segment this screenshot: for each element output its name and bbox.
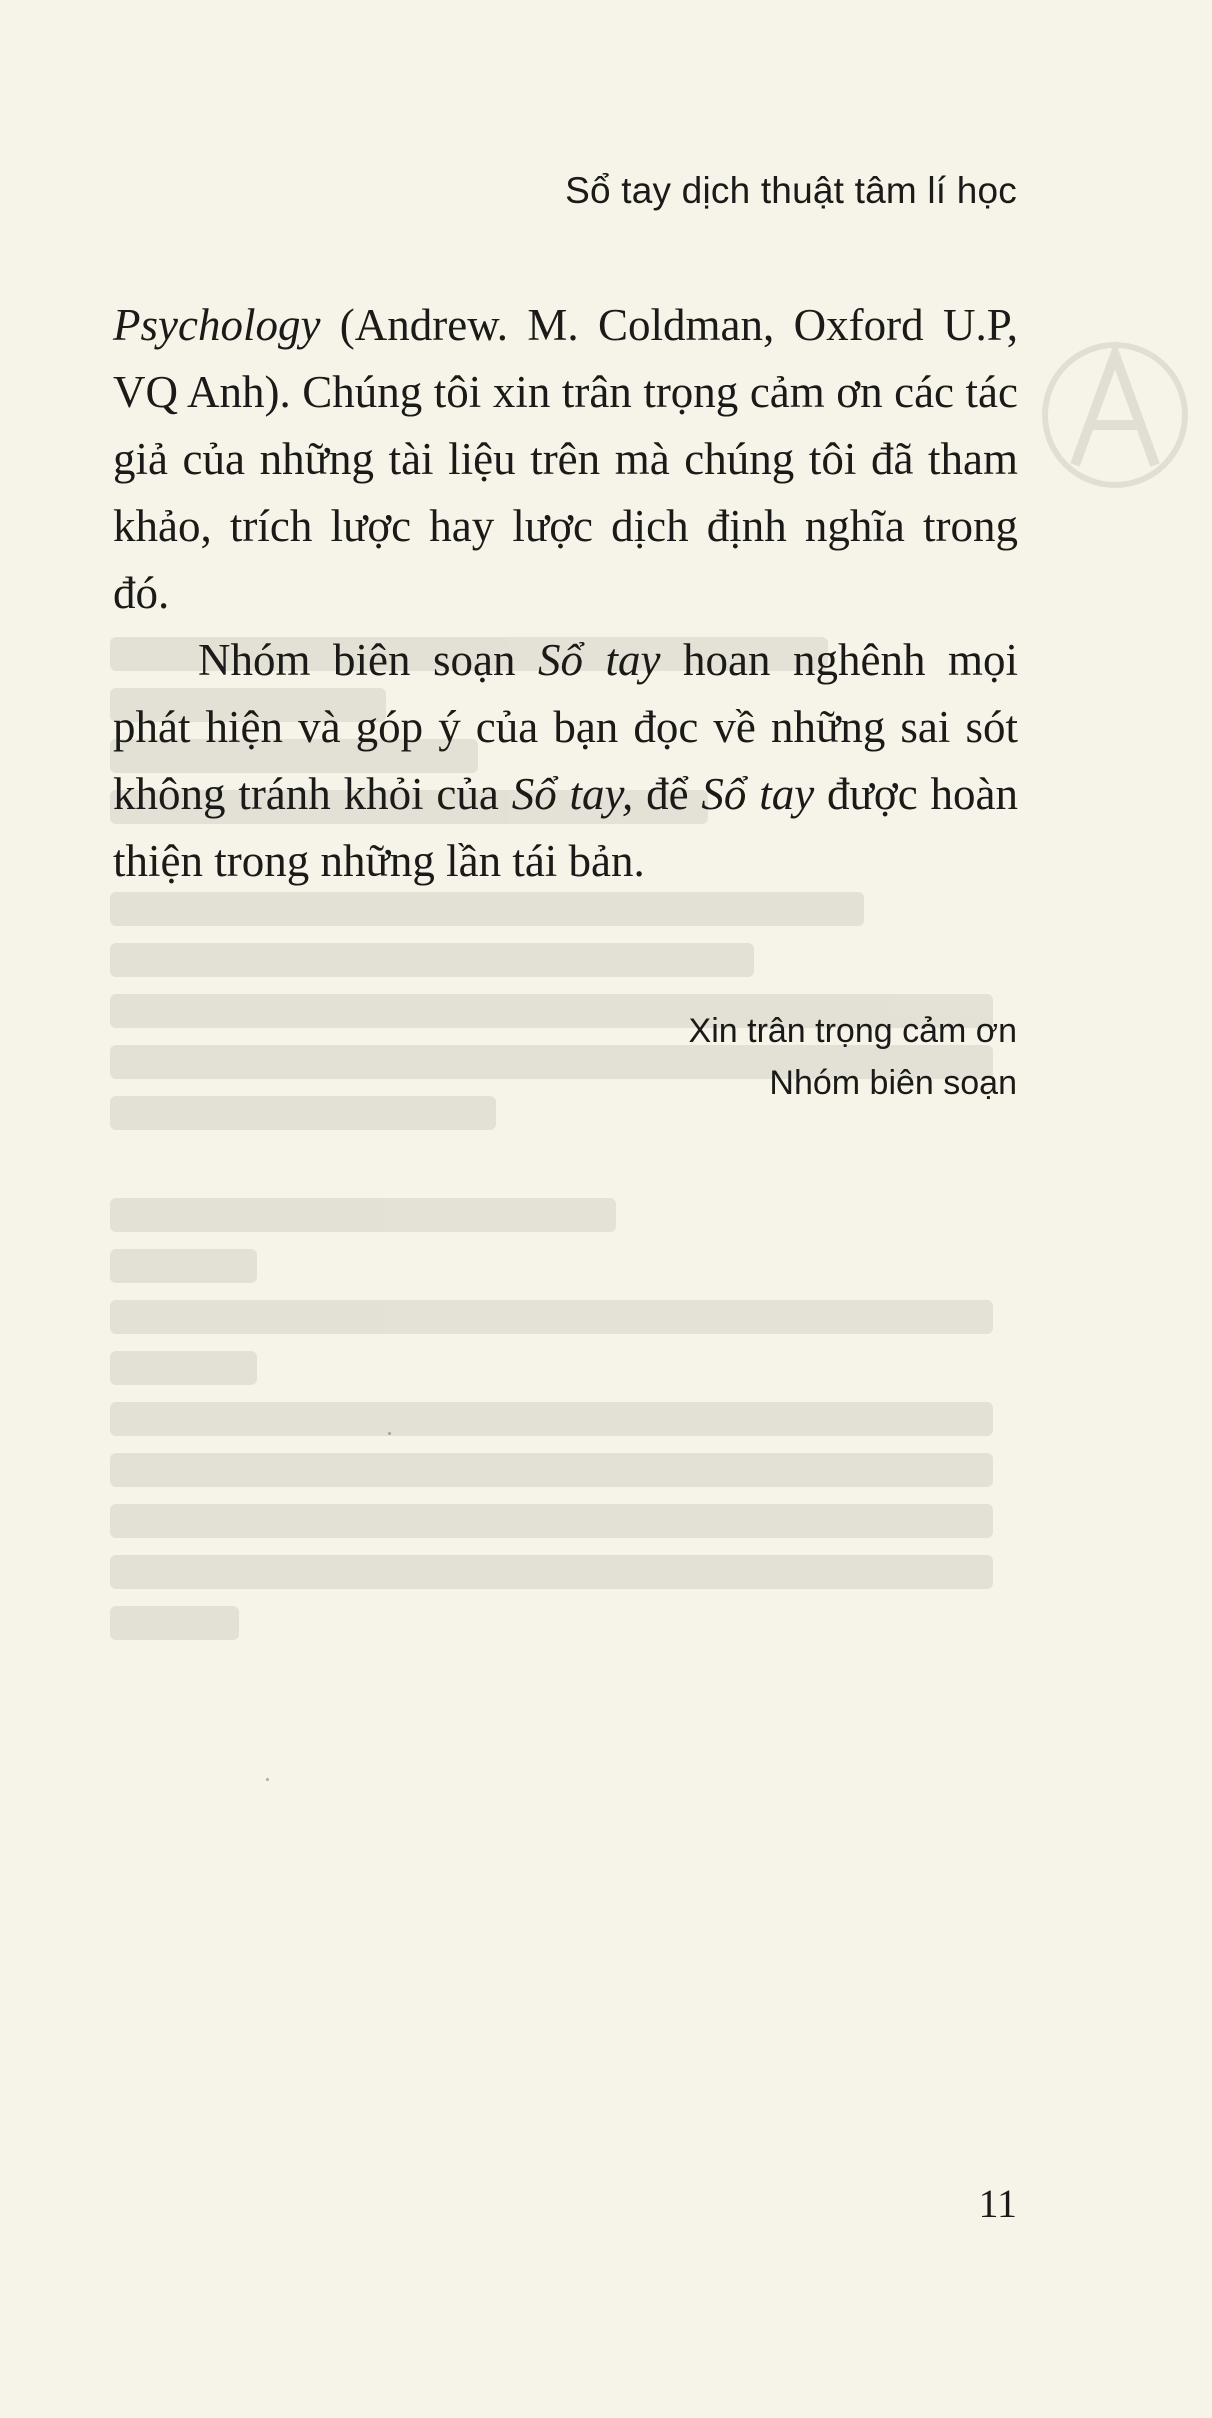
signature-author: Nhóm biên soạn [769,1064,1017,1102]
paragraph-2-italic-c: Sổ tay [701,769,815,819]
paragraph-2-italic-b: Sổ tay, [511,769,634,819]
paragraph-2-text-b: hoan nghênh mọi phát hiện và góp ý của bạn đọc về những sai sót không tránh khỏi của [113,635,1019,819]
paragraph-1-text: (Andrew. M. Coldman, Oxford U.P, VQ Anh). Chúng tôi xin trân trọng cảm ơn các tác giả của những tài liệu trên mà chúng tôi đã tham khảo, trích lược hay lược dịch định nghĩa trong đó. [113,300,1018,618]
running-header: Sổ tay dịch thuật tâm lí học [565,170,1017,211]
paper-speck [388,1432,391,1435]
signature-block [689,1005,1017,1109]
paper-speck [266,1778,269,1781]
book-title-italic: Psychology [113,300,321,350]
paragraph-2 [113,627,1018,895]
show-through-ornament [1035,315,1195,515]
paragraph-2-text-c: để [633,769,702,819]
page-number: 11 [978,2181,1017,2226]
paragraph-2-text-a: Nhóm biên soạn [198,635,539,685]
paragraph-2-text-d: được hoàn thiện trong những lần tái bản. [113,769,1018,886]
signature-thanks: Xin trân trọng cảm ơn [688,1012,1017,1050]
paragraph-1 [113,292,1018,627]
body-text [113,292,1018,895]
paragraph-2-italic-a: Sổ tay [538,635,661,685]
